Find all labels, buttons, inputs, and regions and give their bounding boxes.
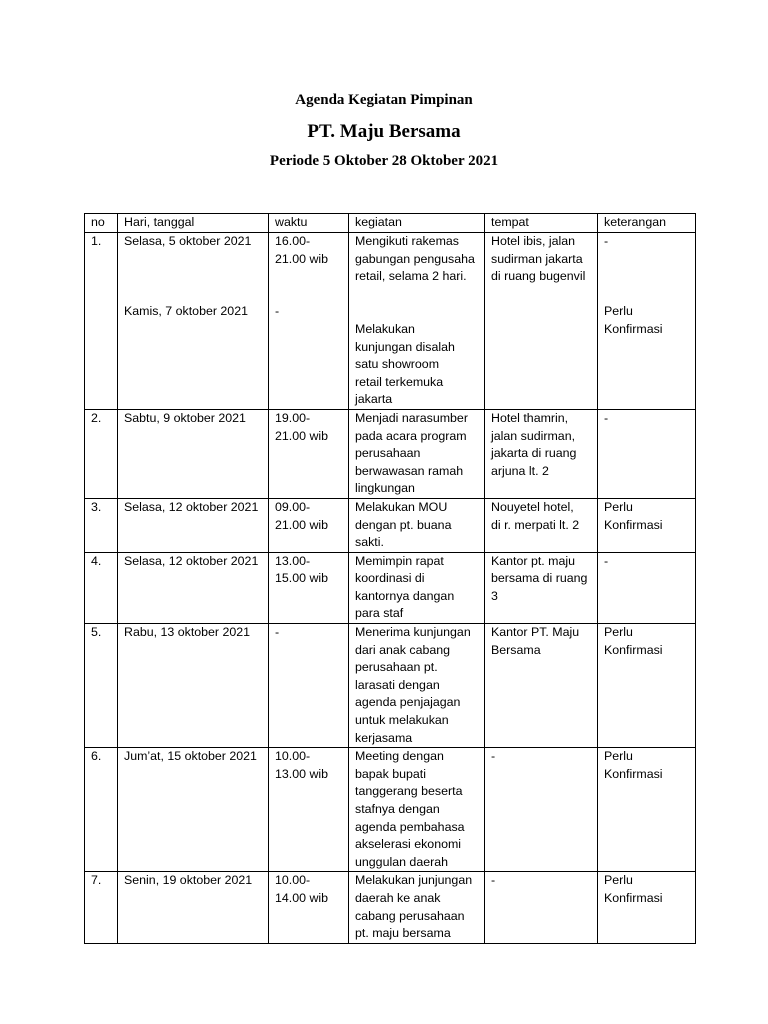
cell-date: Selasa, 12 oktober 2021: [118, 498, 269, 552]
cell-no: 3.: [85, 498, 118, 552]
cell-time: 10.00- 13.00 wib: [269, 748, 349, 872]
cell-date: Selasa, 5 oktober 2021 Kamis, 7 oktober 2021: [118, 233, 269, 410]
cell-date: Rabu, 13 oktober 2021: [118, 624, 269, 748]
cell-note: -: [598, 552, 696, 623]
cell-activity: Menerima kunjungan dari anak cabang perusahaan pt. larasati dengan agenda penjajagan untuk melakukan kerjasama: [349, 624, 485, 748]
cell-activity: Memimpin rapat koordinasi di kantornya dangan para staf: [349, 552, 485, 623]
table-row: [85, 624, 696, 748]
cell-place: Kantor PT. Maju Bersama: [485, 624, 598, 748]
cell-activity: Melakukan MOU dengan pt. buana sakti.: [349, 498, 485, 552]
cell-time: 16.00- 21.00 wib -: [269, 233, 349, 410]
cell-activity: Menjadi narasumber pada acara program perusahaan berwawasan ramah lingkungan: [349, 409, 485, 498]
cell-activity: Mengikuti rakemas gabungan pengusaha retail, selama 2 hari. Melakukan kunjungan disalah satu showroom retail terkemuka jakarta: [349, 233, 485, 410]
cell-activity: Meeting dengan bapak bupati tanggerang beserta stafnya dengan agenda pembahasa akselerasi ekonomi unggulan daerah: [349, 748, 485, 872]
cell-note: -: [598, 409, 696, 498]
header-time: waktu: [269, 214, 349, 233]
table-row: [85, 498, 696, 552]
cell-no: 2.: [85, 409, 118, 498]
table-header-row: [85, 214, 696, 233]
header-activity: kegiatan: [349, 214, 485, 233]
cell-place: -: [485, 748, 598, 872]
cell-place: Nouyetel hotel, di r. merpati lt. 2: [485, 498, 598, 552]
header-no: no: [85, 214, 118, 233]
period-heading: Periode 5 Oktober 28 Oktober 2021: [269, 153, 499, 169]
cell-note: Perlu Konfirmasi: [598, 498, 696, 552]
cell-time: 19.00- 21.00 wib: [269, 409, 349, 498]
table-row: [85, 233, 696, 410]
cell-note: Perlu Konfirmasi: [598, 748, 696, 872]
cell-no: 7.: [85, 872, 118, 943]
cell-no: 4.: [85, 552, 118, 623]
table-row: [85, 409, 696, 498]
cell-no: 5.: [85, 624, 118, 748]
cell-no: 6.: [85, 748, 118, 872]
cell-time: 13.00- 15.00 wib: [269, 552, 349, 623]
cell-time: -: [269, 624, 349, 748]
cell-place: Kantor pt. maju bersama di ruang 3: [485, 552, 598, 623]
cell-no: 1.: [85, 233, 118, 410]
cell-note: - Perlu Konfirmasi: [598, 233, 696, 410]
cell-note: Perlu Konfirmasi: [598, 624, 696, 748]
cell-date: Selasa, 12 oktober 2021: [118, 552, 269, 623]
cell-activity: Melakukan junjungan daerah ke anak cabang perusahaan pt. maju bersama: [349, 872, 485, 943]
header-note: keterangan: [598, 214, 696, 233]
table-row: [85, 748, 696, 872]
cell-date: Sabtu, 9 oktober 2021: [118, 409, 269, 498]
cell-date: Jum’at, 15 oktober 2021: [118, 748, 269, 872]
header-place: tempat: [485, 214, 598, 233]
company-name: PT. Maju Bersama: [307, 121, 461, 142]
table-row: [85, 552, 696, 623]
cell-place: -: [485, 872, 598, 943]
cell-place: Hotel thamrin, jalan sudirman, jakarta di ruang arjuna lt. 2: [485, 409, 598, 498]
cell-time: 09.00- 21.00 wib: [269, 498, 349, 552]
header-date: Hari, tanggal: [118, 214, 269, 233]
agenda-heading: Agenda Kegiatan Pimpinan: [295, 92, 473, 108]
agenda-table: [84, 213, 696, 944]
table-row: [85, 872, 696, 943]
cell-note: Perlu Konfirmasi: [598, 872, 696, 943]
cell-place: Hotel ibis, jalan sudirman jakarta di ruang bugenvil: [485, 233, 598, 410]
cell-time: 10.00- 14.00 wib: [269, 872, 349, 943]
cell-date: Senin, 19 oktober 2021: [118, 872, 269, 943]
